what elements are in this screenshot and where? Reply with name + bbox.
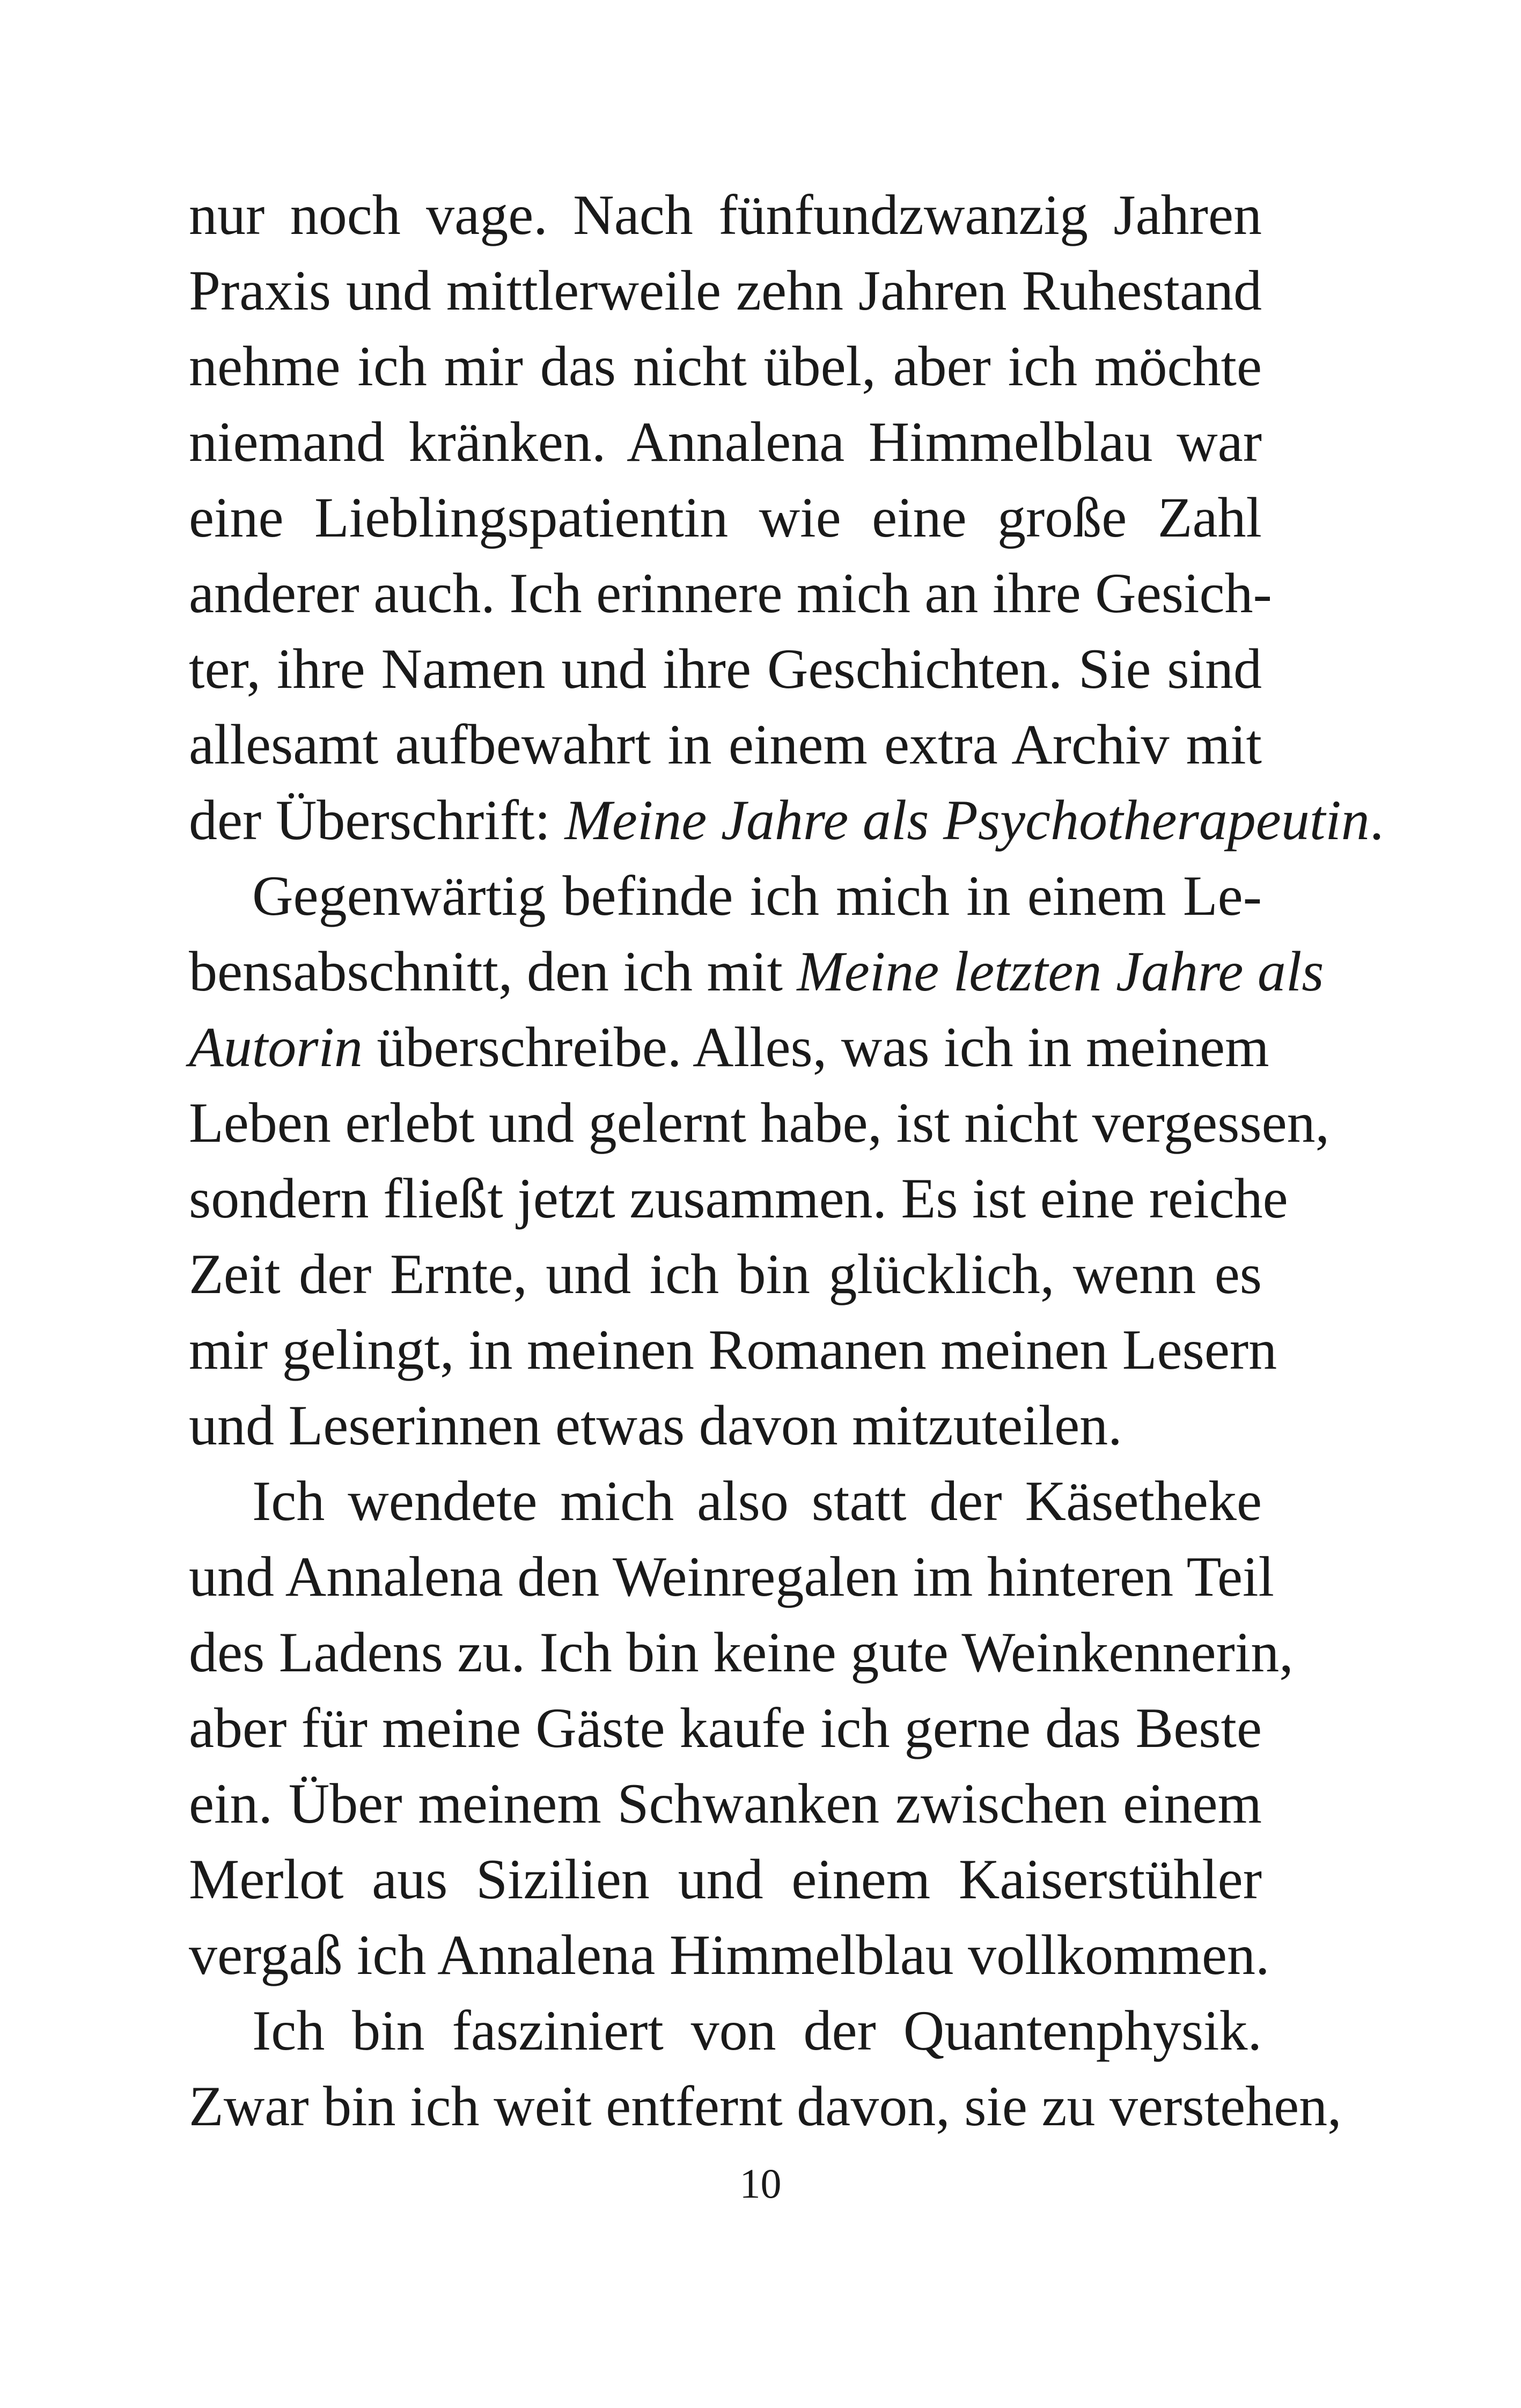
text-line: Zeit der Ernte, und ich bin glücklich, wenn es — [189, 1243, 1262, 1305]
text-line: nur noch vage. Nach fünfundzwanzig Jahren — [189, 183, 1262, 246]
text-line: vergaß ich Annalena Himmelblau vollkommen. — [189, 1924, 1270, 1986]
text-line — [189, 934, 1324, 1009]
text-line: mir gelingt, in meinen Romanen meinen Lesern — [189, 1318, 1277, 1381]
text-line: Gegenwärtig befinde ich mich in einem Le- — [252, 864, 1262, 927]
text-line: Ich wendete mich also statt der Käsetheke — [252, 1470, 1262, 1532]
italic-title: Meine letzten Jahre als — [797, 940, 1324, 1003]
text-segment: bensabschnitt, den ich mit — [189, 940, 797, 1003]
text-line: des Ladens zu. Ich bin keine gute Weinkennerin, — [189, 1621, 1294, 1684]
text-segment: der Überschrift: — [189, 789, 565, 851]
text-line: ein. Über meinem Schwanken zwischen einem — [189, 1772, 1262, 1835]
text-line: anderer auch. Ich erinnere mich an ihre Gesich- — [189, 562, 1272, 625]
text-line — [189, 1009, 1269, 1085]
text-line: ter, ihre Namen und ihre Geschichten. Sie sind — [189, 637, 1262, 700]
text-line: aber für meine Gäste kaufe ich gerne das Beste — [189, 1697, 1262, 1759]
page-number: 10 — [739, 2160, 782, 2207]
text-line: und Annalena den Weinregalen im hinteren Teil — [189, 1545, 1274, 1608]
text-line: niemand kränken. Annalena Himmelblau war — [189, 410, 1262, 473]
text-line — [189, 782, 1384, 858]
text-line: Zwar bin ich weit entfernt davon, sie zu verstehen, — [189, 2075, 1342, 2138]
text-line: allesamt aufbewahrt in einem extra Archiv mit — [189, 713, 1262, 776]
text-line: Leben erlebt und gelernt habe, ist nicht vergessen, — [189, 1091, 1330, 1154]
text-line: Praxis und mittlerweile zehn Jahren Ruhestand — [189, 259, 1262, 322]
text-line: eine Lieblingspatientin wie eine große Zahl — [189, 486, 1262, 549]
text-segment: . — [1369, 789, 1384, 851]
italic-title: Meine Jahre als Psychotherapeutin — [564, 789, 1370, 851]
text-line: Merlot aus Sizilien und einem Kaiserstühler — [189, 1848, 1262, 1911]
text-line: nehme ich mir das nicht übel, aber ich möchte — [189, 335, 1262, 398]
text-line: sondern fließt jetzt zusammen. Es ist eine reiche — [189, 1167, 1288, 1230]
text-line: Ich bin fasziniert von der Quantenphysik. — [252, 1999, 1262, 2062]
italic-title: Autorin — [189, 1016, 363, 1078]
text-segment: überschreibe. Alles, was ich in meinem — [362, 1016, 1269, 1078]
text-line: und Leserinnen etwas davon mitzuteilen. — [189, 1394, 1122, 1457]
body-text — [189, 177, 1384, 2144]
